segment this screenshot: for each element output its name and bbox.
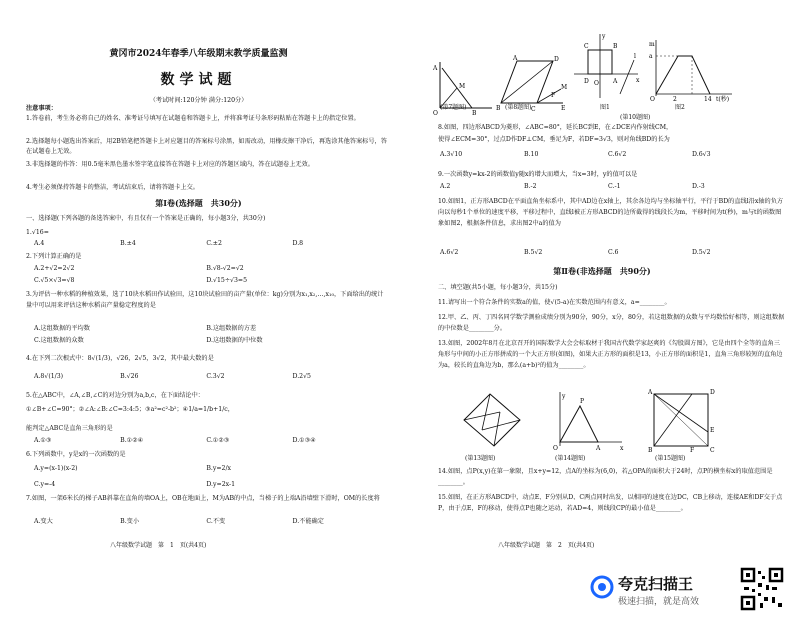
q4-option-a: A.8√(1/3): [34, 373, 64, 380]
q9-option-a: A.2: [440, 183, 451, 190]
subject-title: 数学试题: [160, 72, 237, 88]
figure-10-caption: (第10题图): [620, 114, 651, 121]
q1-option-c: C.±2: [206, 240, 222, 247]
svg-text:O: O: [553, 445, 558, 452]
q9-option-b: B.-2: [524, 183, 537, 190]
q4-options: [34, 372, 393, 382]
q8-option-d: D.6√3: [692, 151, 711, 158]
figure-10-2-graph: [646, 38, 736, 102]
svg-text:14: 14: [704, 96, 712, 102]
q6-option-c: C.y=-4: [34, 481, 56, 488]
q5-option-c: C.①②③: [206, 437, 230, 444]
q10-option-d: D.5√2: [692, 249, 711, 256]
qr-code-icon: [740, 567, 784, 611]
svg-text:D: D: [554, 56, 559, 63]
svg-text:M: M: [459, 83, 466, 90]
svg-text:2: 2: [673, 96, 677, 102]
q9-options: [440, 182, 790, 192]
part2-intro: 二、填空题(共5小题，每小题3分，共15分): [438, 284, 558, 291]
q6-stem: 6.下列函数中，y是x的一次函数的是: [26, 451, 126, 458]
figure-7-caption: (第7题图): [440, 104, 467, 111]
svg-text:x: x: [636, 77, 640, 84]
exam-title: 黄冈市2024年春季八年级期末教学质量监测: [109, 49, 288, 59]
svg-text:a: a: [649, 53, 653, 60]
q4-option-d: D.2√5: [292, 373, 311, 380]
svg-text:B: B: [648, 447, 653, 452]
q3-stem: 3.为评估一种水稻的种植效果，选了10块水稻田作试验田，这10块试验田的亩产量(单位：kg)分别为x₁,x₂,…,x₁₀，下面给出的统计量中可以用来评估这种水稻亩产量稳定程度的是: [26, 291, 384, 309]
svg-text:x: x: [620, 445, 624, 452]
right-page: [410, 0, 794, 600]
q3-option-a: A.这组数据的平均数: [34, 325, 90, 332]
q1-option-b: B.±4: [120, 240, 136, 247]
q15-stem: 15.如图，在正方形ABCD中，动点E、F分别从D、C两点同时出发，以相同的速度在边DC，CB上移动，连接AE和DF交于点P，由于点E，F的移动，使得点P也随之运动，若AD=4，则线段CP的最小值是________。: [438, 494, 783, 512]
q2-options-row2: [34, 276, 393, 286]
q8-option-a: A.3√10: [440, 151, 463, 158]
notice-item-4: 4.考生必须保持答题卡的整洁，考试结束后，请将答题卡上交。: [26, 184, 199, 191]
svg-text:A: A: [513, 55, 518, 62]
q5-option-d: D.①③④: [292, 437, 316, 444]
notice-item-2: 2.选择题每小题选出答案后，用2B铅笔把答题卡上对应题目的答案标号涂黑，如需改动，用橡皮擦干净后，再选涂其他答案标号，答在试题卷上无效。: [26, 138, 387, 155]
notice-item-3: 3.非选择题的作答：用0.5毫米黑色墨水签字笔直接答在答题卡上对应的答题区域内，答在试题卷上无效。: [26, 161, 314, 168]
q2-options-row1: [34, 264, 393, 274]
q6-option-d: D.y=2x-1: [206, 481, 236, 488]
svg-text:A: A: [433, 65, 438, 72]
q3-options-row1: [34, 324, 393, 334]
q2-option-c: C.√5×√3=√8: [34, 277, 75, 284]
svg-text:C: C: [584, 43, 589, 50]
svg-text:A: A: [613, 78, 618, 85]
q5-option-a: A.①③: [34, 437, 52, 444]
figure-10-1-square: [570, 30, 642, 102]
q9-stem: 9.一次函数y=kx-2的函数值y随x的增大而增大，当x=3时，y的值可以是: [438, 171, 638, 178]
part1-title: 第Ⅰ卷(选择题 共30分): [155, 198, 242, 208]
q7-stem: 7.如图，一架6米长的梯子AB斜靠在直角的墙OA上，OB在地面上，M为AB的中点，当梯子的上端A沿墙壁下滑时，OM的长度将: [26, 495, 380, 502]
q10-options: [440, 248, 790, 258]
svg-text:P: P: [580, 398, 585, 405]
svg-text:E: E: [561, 105, 566, 112]
q1-option-d: D.8: [292, 240, 304, 247]
q11-stem: 11.请写出一个符合条件的实数a的值，使√(5-a)在实数范围内有意义，a=________。: [438, 299, 671, 306]
svg-text:A: A: [648, 389, 653, 396]
svg-text:C: C: [710, 447, 715, 452]
quark-logo-icon: [590, 575, 614, 599]
q8-option-c: C.6√2: [608, 151, 627, 158]
svg-text:F: F: [690, 447, 695, 452]
q5-conditions: ①∠B+∠C=90°；②∠A:∠B:∠C=3:4:5；③a²=c²-b²；④1/a=1/b+1/c，: [26, 406, 234, 413]
figure-15-square: [648, 388, 718, 452]
q3-option-c: C.这组数据的众数: [34, 337, 84, 344]
part2-title: 第Ⅱ卷(非选择题 共90分): [553, 266, 651, 276]
svg-text:O: O: [433, 110, 438, 117]
q7-option-c: C.不变: [206, 518, 226, 525]
svg-text:D: D: [710, 389, 715, 396]
svg-text:B: B: [613, 43, 618, 50]
q1-option-a: A.4: [34, 240, 45, 247]
q7-option-b: B.变小: [120, 518, 140, 525]
q5-question: 能判定△ABC是直角三角形的是: [26, 425, 113, 432]
q7-options: [34, 517, 393, 527]
q5-stem: 5.在△ABC中，∠A,∠B,∠C的对边分别为a,b,c，在下面结论中：: [26, 392, 204, 399]
svg-text:B: B: [472, 110, 477, 117]
scanner-watermark: [590, 565, 790, 615]
q6-options-row2: [34, 480, 393, 490]
svg-text:F: F: [551, 92, 556, 99]
svg-text:B: B: [496, 105, 501, 112]
q7-option-d: D.不能确定: [292, 518, 324, 525]
q3-option-d: D.这组数据的中位数: [206, 337, 263, 344]
q9-option-c: C.-1: [608, 183, 621, 190]
svg-text:m: m: [649, 41, 655, 48]
q6-options-row1: [34, 464, 393, 474]
figure-10-2-caption: 图2: [675, 104, 685, 111]
q10-option-a: A.6√2: [440, 249, 459, 256]
q2-option-b: B.√8-√2=√2: [206, 265, 244, 272]
q7-option-a: A.变大: [34, 518, 53, 525]
q1-options: [34, 239, 393, 249]
page-footer-left: 八年级数学试题 第 1 页(共4页): [110, 542, 207, 549]
figure-15-caption: (第15题图): [655, 455, 686, 462]
figure-14-coordinate: [550, 390, 625, 452]
svg-text:C: C: [531, 106, 536, 113]
q13-stem: 13.如图，2002年8月在北京召开的国际数学大会会标取材于我国古代数学家赵爽的《勾股圆方图》，它是由四个全等的直角三角形与中间的小正方形拼成的一个大正方形(如图)，如果大正方形的面积是13，小正方形的面积是1，直角三角形较短的直角边为a，较长的直角边为b，那么(a+b)²的值为________。: [438, 340, 783, 369]
q2-option-d: D.√15÷√3=5: [206, 277, 248, 284]
svg-text:l: l: [634, 53, 636, 60]
notice-item-1: 1.答卷前，考生务必将自己的姓名、准考证号填写在试题卷和答题卡上，并将准考证号条形码粘贴在答题卡上的指定位置。: [26, 115, 360, 122]
figure-13-caption: (第13题图): [465, 455, 496, 462]
q6-option-b: B.y=2/x: [206, 465, 232, 472]
svg-text:E: E: [710, 427, 715, 434]
q10-stem: 10.如图1，正方形ABCD在平面直角坐标系中，其中AD边在x轴上，其余各边均与坐标轴平行，平行于BD的直线l沿x轴的负方向以每秒1个单位的速度平移，平移过程中，直线l被正方形ABCD的边所截得的线段长为m，平移时间为t(秒)，m与t的函数图象如图2，根据条件信息，求出图2中a的值为: [438, 198, 784, 227]
left-page: [0, 0, 397, 600]
q10-option-c: C.6: [608, 249, 619, 256]
q12-stem: 12.甲、乙、丙、丁四名同学数学测验成绩分别为90分，90分，x分，80分，若这组数据的众数与平均数恰好相等，则这组数据的中位数是________分。: [438, 314, 785, 332]
figure-10-1-caption: 图1: [600, 104, 610, 111]
q4-stem: 4.在下列二次根式中：8√(1/3)，√26，2√5，3√2，其中最大数的是: [26, 355, 214, 362]
q8-stem: 8.如图，四边形ABCD为菱形，∠ABC=80°，延长BC到E，在∠DCE内作射线CM，: [438, 124, 673, 131]
q8-condition: 使得∠ECM=30°，过点D作DF⊥CM，垂足为F，若DF=3√3，则对角线BD的长为: [438, 136, 670, 143]
part1-intro: 一、选择题(下列各题的备选答案中，有且仅有一个答案是正确的，每小题3分，共30分): [26, 215, 266, 222]
figure-13-pinwheel: [460, 390, 530, 450]
q3-option-b: B.这组数据的方差: [206, 325, 257, 332]
scanner-brand: 夸克扫描王: [618, 575, 694, 593]
svg-text:D: D: [584, 78, 589, 85]
page-footer-right: 八年级数学试题 第 2 页(共4页): [498, 542, 595, 549]
svg-text:O: O: [650, 96, 655, 102]
scanner-slogan: 极速扫描，就是高效: [618, 597, 700, 607]
q4-option-b: B.√26: [120, 373, 139, 380]
svg-text:A: A: [596, 445, 601, 452]
figure-8-caption: (第8题图): [505, 104, 532, 111]
q1-stem: 1.√16=: [26, 229, 49, 236]
q10-option-b: B.5√2: [524, 249, 543, 256]
figure-14-caption: (第14题图): [555, 455, 586, 462]
q5-option-b: B.①②④: [120, 437, 144, 444]
q14-stem: 14.如图，点P(x,y)在第一象限，且x+y=12，点A的坐标为(6,0)，若△OPA的面积大于24时，点P的横坐标x的取值范围是________。: [438, 468, 773, 486]
q2-stem: 2.下列计算正确的是: [26, 253, 82, 260]
q3-options-row2: [34, 336, 393, 346]
q8-options: [440, 150, 790, 160]
svg-text:t(秒): t(秒): [716, 96, 730, 102]
q9-option-d: D.-3: [692, 183, 705, 190]
q2-option-a: A.2+√2=2√2: [34, 265, 75, 272]
q4-option-c: C.3√2: [206, 373, 225, 380]
svg-text:M: M: [561, 84, 568, 91]
svg-text:y: y: [602, 33, 606, 40]
q6-option-a: A.y=(x-1)(x-2): [34, 465, 78, 472]
svg-text:y: y: [562, 393, 566, 400]
svg-text:O: O: [594, 80, 599, 87]
q8-option-b: B.10: [524, 151, 539, 158]
exam-time-info: （考试时间:120分钟 满分:120分）: [149, 97, 248, 104]
q5-options: [34, 436, 393, 446]
notice-label: 注意事项：: [26, 105, 57, 112]
